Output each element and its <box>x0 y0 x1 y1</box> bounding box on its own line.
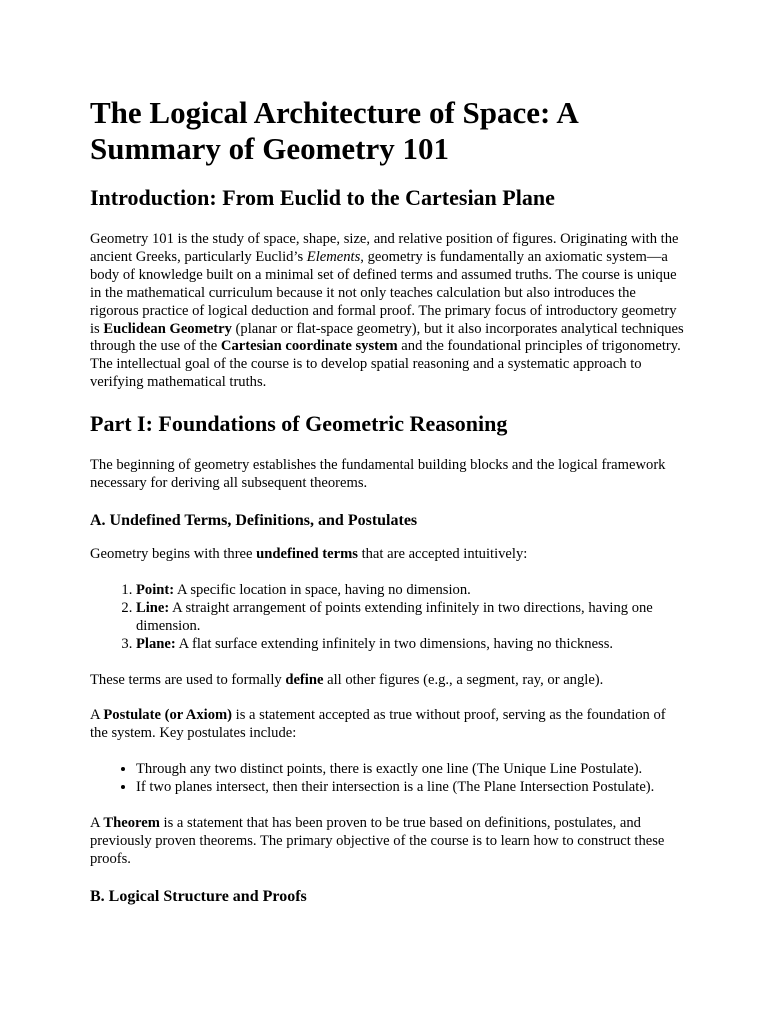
document-title: The Logical Architecture of Space: A Summary of Geometry 101 <box>90 95 578 166</box>
define-text-2: all other figures (e.g., a segment, ray, or angle). <box>323 671 604 688</box>
postulate-text-1: A <box>90 707 104 724</box>
intro-heading: Introduction: From Euclid to the Cartesian Plane <box>90 185 555 210</box>
list-item: • If two planes intersect, then their intersection is a line (The Plane Intersection Postulate). <box>136 779 686 797</box>
list-item <box>136 636 686 654</box>
theorem-text-1: A <box>90 815 104 832</box>
theorem-paragraph <box>90 815 686 869</box>
section-b-heading: B. Logical Structure and Proofs <box>90 887 307 905</box>
section-a-heading: A. Undefined Terms, Definitions, and Postulates <box>90 511 418 529</box>
term-line: Line: <box>136 599 170 616</box>
term-point: Point: <box>136 581 175 598</box>
theorem-bold: Theorem <box>103 815 160 832</box>
term-line-desc: A straight arrangement of points extending infinitely in two directions, having one dimension. <box>136 599 653 634</box>
part1-paragraph: The beginning of geometry establishes the fundamental building blocks and the logical framework necessary for deriving all subsequent theorems. <box>90 457 666 492</box>
list-item: • Through any two distinct points, there is exactly one line (The Unique Line Postulate). <box>136 761 686 779</box>
undefined-terms-bold: undefined terms <box>256 545 358 562</box>
euclidean-geometry-bold: Euclidean Geometry <box>103 320 232 337</box>
intro-text-3: (planar or flat-space geometry), but it also incorporates analytical techniques through the use of the <box>90 320 684 355</box>
undefined-terms-list <box>90 582 686 654</box>
theorem-text-2: is a statement that has been proven to be true based on definitions, postulates, and previously proven theorems. The primary objective of the course is to learn how to construct these proofs. <box>90 815 665 867</box>
list-item <box>136 600 686 636</box>
undefined-terms-paragraph <box>90 546 686 564</box>
undefined-terms-text-1: Geometry begins with three <box>90 545 257 562</box>
undefined-terms-text-2: that are accepted intuitively: <box>357 545 528 562</box>
part1-heading: Part I: Foundations of Geometric Reasoning <box>90 411 508 437</box>
term-point-desc: A specific location in space, having no dimension. <box>174 581 471 598</box>
define-bold: define <box>285 671 324 688</box>
term-plane-desc: A flat surface extending infinitely in two dimensions, having no thickness. <box>175 635 614 652</box>
cartesian-bold: Cartesian coordinate system <box>220 338 398 355</box>
intro-text-2: , geometry is fundamentally an axiomatic system—a body of knowledge built on a minimal set of defined terms and assumed truths. The course is unique in the mathematical curriculum because it not only teaches calculation but also introduces the rigorous practice of logical deduction and formal proof. The primary focus of introductory geometry is <box>90 248 677 337</box>
elements-italic: Elements <box>306 248 361 265</box>
postulate-paragraph <box>90 707 686 743</box>
define-paragraph <box>90 672 686 690</box>
list-item <box>136 582 686 600</box>
postulate-bold: Postulate (or Axiom) <box>103 707 233 724</box>
term-plane: Plane: <box>136 635 176 652</box>
postulates-list <box>90 761 686 797</box>
define-text-1: These terms are used to formally <box>90 671 286 688</box>
intro-text-4: and the foundational principles of trigonometry. The intellectual goal of the course is to develop spatial reasoning and a systematic approach to verifying mathematical truths. <box>90 338 681 391</box>
intro-paragraph <box>90 231 686 392</box>
document-body <box>90 95 686 922</box>
intro-text-1: Geometry 101 is the study of space, shape, size, and relative position of figures. Originating with the ancient Greeks, particularly Euclid’s <box>90 231 679 265</box>
postulate-text-2: is a statement accepted as true without proof, serving as the foundation of the system. Key postulates include: <box>90 707 666 742</box>
